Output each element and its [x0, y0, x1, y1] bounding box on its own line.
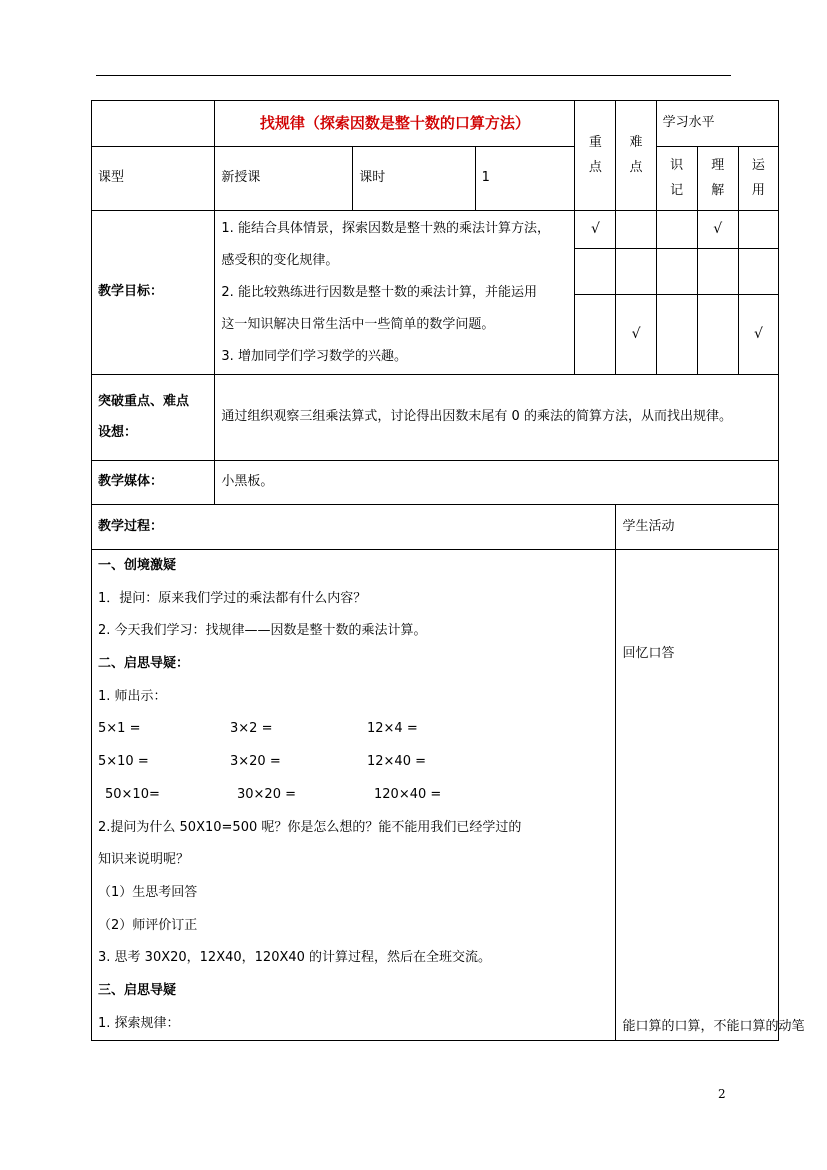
- level-apply-char-2: 用: [751, 182, 765, 198]
- level-understand-char-2: 解: [711, 182, 725, 198]
- student-activity-recall: 回忆口答: [622, 646, 675, 661]
- process-label: 教学过程：: [92, 505, 616, 550]
- equation: 5×10 =: [98, 754, 149, 770]
- empty-cell: [656, 211, 697, 249]
- lesson-hours-value: 1: [475, 147, 575, 211]
- equation: 30×20 =: [237, 786, 297, 802]
- difficulty-char-1: 难: [629, 134, 643, 150]
- lesson-type-value: 新授课: [215, 147, 353, 211]
- process-line: 3. 思考 30X20，12X40，120X40 的计算过程，然后在全班交流。: [98, 950, 492, 966]
- process-body: [92, 550, 616, 1041]
- process-line: 三、启思导疑: [98, 982, 177, 998]
- empty-cell: [697, 249, 738, 295]
- equation-row: [98, 713, 609, 746]
- equation-row: [98, 746, 609, 779]
- level-understand: [697, 147, 738, 211]
- header-blank-cell: [92, 101, 215, 147]
- process-line: 1．提问：原来我们学过的乘法都有什么内容？: [98, 590, 367, 606]
- level-apply-char-1: 运: [751, 157, 765, 173]
- key-point-header: [575, 101, 616, 211]
- teaching-goals-label: 教学目标：: [92, 211, 215, 375]
- breakthrough-label: [92, 375, 215, 461]
- goal-line: 2. 能比较熟练进行因数是整十数的乘法计算，并能运用: [221, 284, 537, 300]
- page-number: 2: [718, 1087, 726, 1101]
- lesson-type-label: 课型: [92, 147, 215, 211]
- goal-line: 这一知识解决日常生活中一些简单的数学问题。: [221, 316, 495, 332]
- check-mark: √: [616, 295, 656, 375]
- equation: 12×40 =: [367, 754, 427, 770]
- process-line: 1. 探索规律：: [98, 1015, 180, 1031]
- difficulty-char-2: 点: [629, 159, 643, 175]
- level-memorize-char-1: 识: [670, 157, 684, 173]
- process-line: 二、启思导疑：: [98, 656, 190, 672]
- equation: 3×2 =: [230, 721, 273, 737]
- process-line: 知识来说明呢？: [98, 852, 190, 868]
- check-mark: √: [575, 211, 616, 249]
- header-rule: [96, 75, 731, 76]
- level-memorize-char-2: 记: [670, 182, 684, 198]
- check-mark: √: [738, 295, 778, 375]
- equation: 3×20 =: [230, 754, 281, 770]
- equation-row: [98, 779, 609, 812]
- empty-cell: [575, 295, 616, 375]
- student-activity-body: [616, 550, 805, 1041]
- process-line: 1. 师出示：: [98, 688, 167, 704]
- breakthrough-label-line2: 设想：: [98, 424, 138, 440]
- goal-line: 感受积的变化规律。: [221, 252, 339, 268]
- process-line: 一、创境激疑: [98, 558, 177, 573]
- lesson-plan-table: [91, 100, 805, 1041]
- process-line: 2. 今天我们学习：找规律——因数是整十数的乘法计算。: [98, 623, 427, 639]
- equation: 5×1 =: [98, 721, 141, 737]
- empty-cell: [738, 249, 778, 295]
- learning-level-header: 学习水平: [656, 101, 778, 147]
- process-line: （1）生思考回答: [98, 884, 198, 900]
- process-line: 2.提问为什么 50X10=500 呢？你是怎么想的？能不能用我们已经学过的: [98, 819, 522, 835]
- check-mark: √: [697, 211, 738, 249]
- empty-cell: [738, 211, 778, 249]
- empty-cell: [697, 295, 738, 375]
- empty-cell: [656, 295, 697, 375]
- student-activity-label: 学生活动: [616, 505, 779, 550]
- level-apply: [738, 147, 778, 211]
- empty-cell: [575, 249, 616, 295]
- level-understand-char-1: 理: [711, 157, 725, 173]
- teaching-goals-text: [215, 211, 575, 375]
- breakthrough-text: 通过组织观察三组乘法算式，讨论得出因数末尾有 0 的乘法的简算方法，从而找出规律。: [215, 375, 779, 461]
- level-memorize: [656, 147, 697, 211]
- equation: 12×4 =: [367, 721, 418, 737]
- lesson-hours-label: 课时: [353, 147, 475, 211]
- empty-cell: [656, 249, 697, 295]
- key-point-char-1: 重: [588, 134, 602, 150]
- key-point-char-2: 点: [588, 159, 602, 175]
- goal-line: 3. 增加同学们学习数学的兴趣。: [221, 348, 407, 364]
- empty-cell: [616, 249, 656, 295]
- goal-line: 1. 能结合具体情景，探索因数是整十熟的乘法计算方法，: [221, 220, 550, 236]
- student-activity-compute: 能口算的口算，不能口算的动笔: [622, 1019, 805, 1035]
- process-line: （2）师评价订正: [98, 917, 198, 933]
- equation: 120×40 =: [374, 786, 442, 802]
- media-value: 小黑板。: [215, 461, 779, 505]
- empty-cell: [616, 211, 656, 249]
- lesson-title: 找规律（探索因数是整十数的口算方法）: [215, 101, 575, 147]
- media-label: 教学媒体：: [92, 461, 215, 505]
- breakthrough-label-line1: 突破重点、难点: [98, 393, 190, 409]
- difficulty-header: [616, 101, 656, 211]
- equation: 50×10=: [105, 786, 160, 802]
